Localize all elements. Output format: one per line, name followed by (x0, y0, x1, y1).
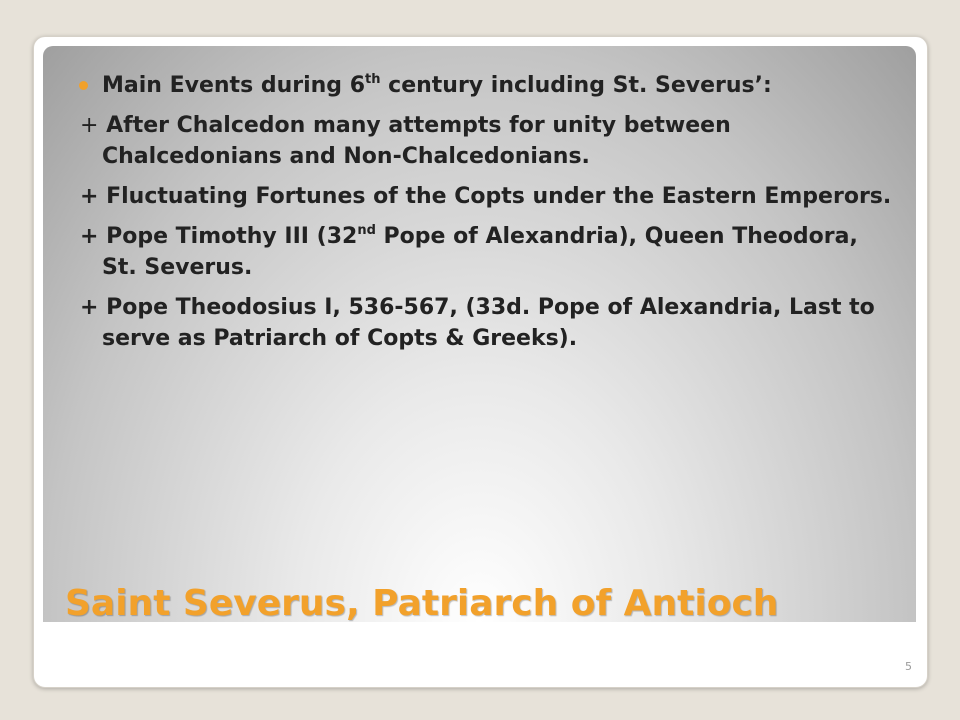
plus-marker: + (80, 184, 99, 209)
event-item-text: After Chalcedon many attempts for unity between Chalcedonians and Non-Chalcedonians. (98, 113, 731, 169)
orange-bullet-icon (79, 81, 88, 90)
event-item-3 (80, 221, 900, 283)
slide-title: Saint Severus, Patriarch of Antioch (65, 583, 779, 624)
event-item-1 (80, 110, 900, 172)
plus-marker: + (80, 224, 99, 249)
event-item-text: Fluctuating Fortunes of the Copts under the Eastern Emperors. (98, 184, 892, 209)
plus-marker: + (80, 295, 99, 320)
intro-superscript: th (365, 72, 381, 87)
slide-number: 5 (905, 660, 912, 673)
event-item-4 (80, 292, 900, 354)
intro-text: Main Events during 6 (102, 73, 366, 98)
slide-body (80, 70, 900, 363)
ordinal-superscript: nd (357, 223, 376, 238)
intro-text-rest: century including St. Severus’: (380, 73, 772, 98)
intro-bullet (80, 70, 900, 101)
plus-marker: + (80, 113, 99, 138)
event-item-2 (80, 181, 900, 212)
event-item-text: Pope Timothy III (32 (98, 224, 358, 249)
event-item-text-rest: Pope of Alexandria), Queen Theodora, St. Severus. (102, 224, 858, 280)
event-item-text: Pope Theodosius I, 536-567, (33d. Pope of Alexandria, Last to serve as Patriarch of Copts & Greeks). (98, 295, 875, 351)
